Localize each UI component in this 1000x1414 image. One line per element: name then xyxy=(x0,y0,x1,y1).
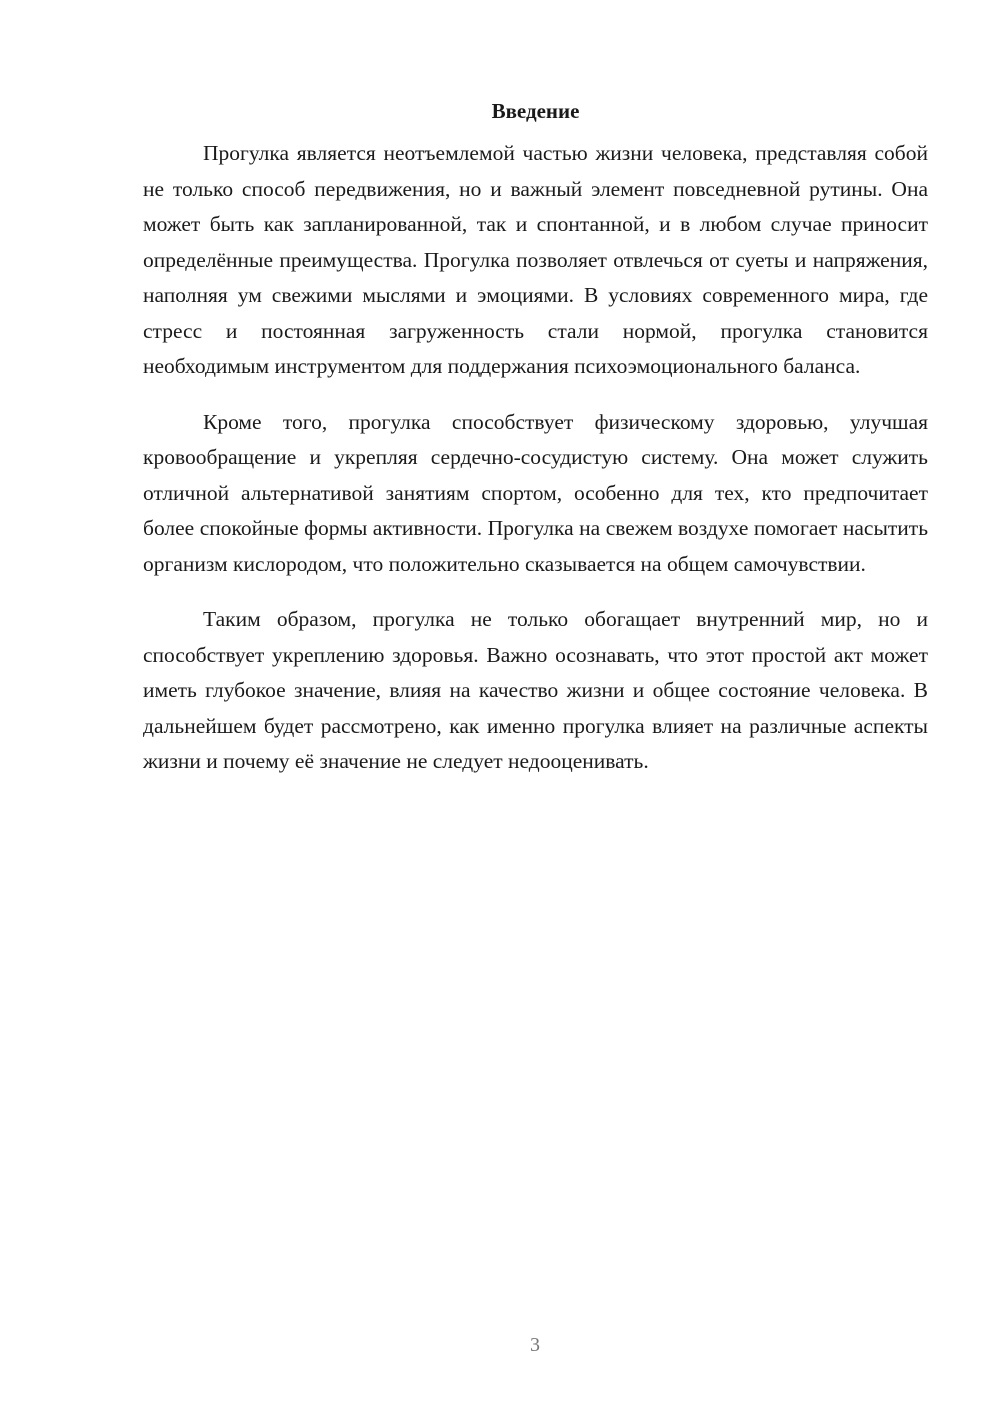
page-content xyxy=(143,96,928,800)
paragraph-2: Кроме того, прогулка способствует физическому здоровью, улучшая кровообращение и укрепляя сердечно-сосудистую систему. Она может служить отличной альтернативой занятиям спортом, особенно для тех, кто предпочитает более спокойные формы активности. Прогулка на свежем воздухе помогает насытить организм кислородом, что положительно сказывается на общем самочувствии. xyxy=(143,409,928,576)
paragraph-3: Таким образом, прогулка не только обогащает внутренний мир, но и способствует укреплению здоровья. Важно осознавать, что этот простой акт может иметь глубокое значение, влияя на качество жизни и общее состояние человека. В дальнейшем будет рассмотрено, как именно прогулка влияет на различные аспекты жизни и почему её значение не следует недооценивать. xyxy=(143,607,928,773)
section-title: Введение xyxy=(491,99,580,123)
paragraph-1: Прогулка является неотъемлемой частью жизни человека, представляя собой не только способ передвижения, но и важный элемент повседневной рутины. Она может быть как запланированной, так и спонтанной, и в любом случае приносит определённые преимущества. Прогулка позволяет отвлечься от суеты и напряжения, наполняя ум свежими мыслями и эмоциями. В условиях современного мира, где стресс и постоянная загруженность стали нормой, прогулка становится необходимым инструментом для поддержания психоэмоционального баланса. xyxy=(143,141,928,378)
page-number: 3 xyxy=(530,1334,540,1356)
